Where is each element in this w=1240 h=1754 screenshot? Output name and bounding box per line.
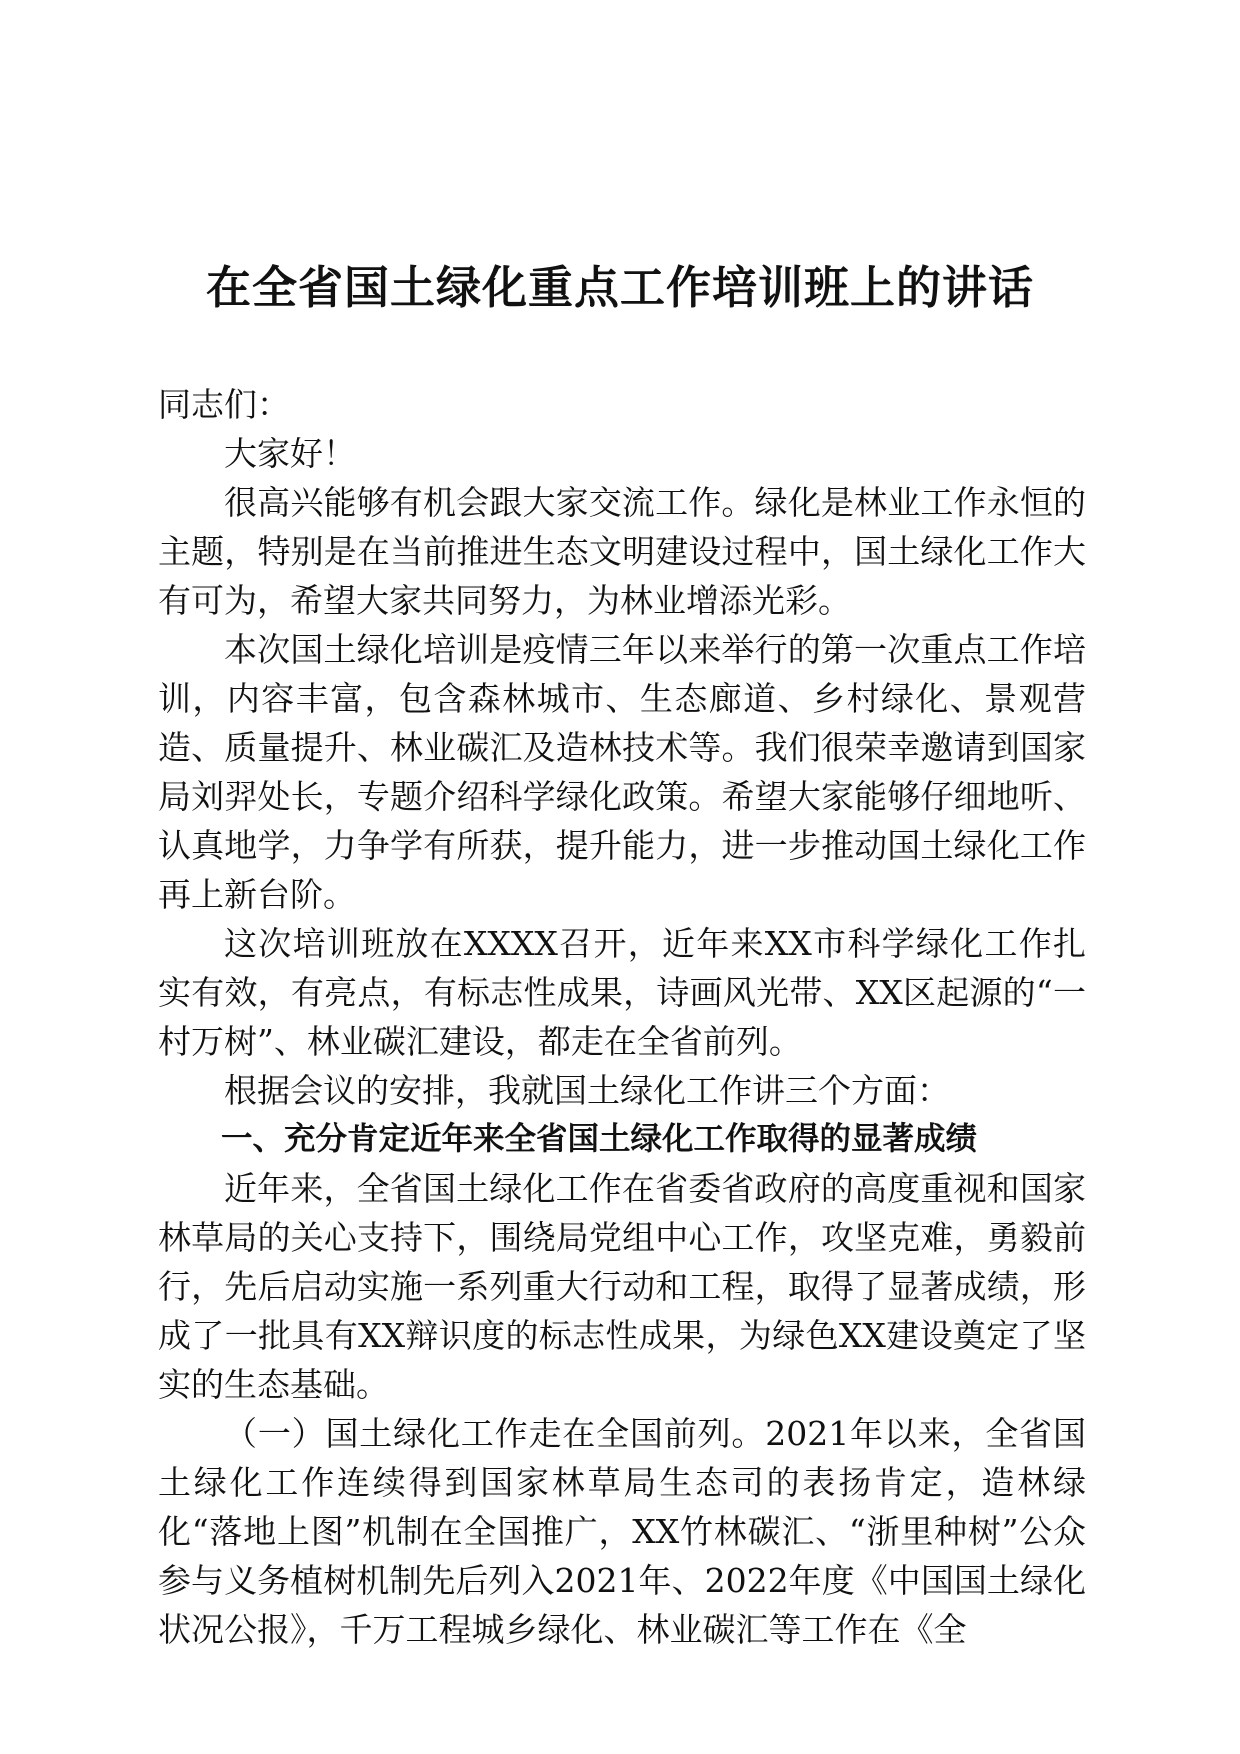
section-1-heading: 一、充分肯定近年来全省国土绿化工作取得的显著成绩 — [221, 1121, 978, 1157]
document-body — [158, 380, 1086, 1654]
paragraph-intro: 很高兴能够有机会跟大家交流工作。绿化是林业工作永恒的主题，特别是在当前推进生态文明建设过程中，国土绿化工作大有可为，希望大家共同努力，为林业增添光彩。 — [158, 483, 1086, 620]
salutation: 同志们： — [158, 385, 290, 424]
section-1-paragraph: 近年来，全省国土绿化工作在省委省政府的高度重视和国家林草局的关心支持下，围绕局党组中心工作，攻坚克难，勇毅前行，先后启动实施一系列重大行动和工程，取得了显著成绩，形成了一批具有XX辩识度的标志性成果，为绿色XX建设奠定了坚实的生态基础。 — [158, 1169, 1086, 1404]
paragraph-venue: 这次培训班放在XXXX召开，近年来XX市科学绿化工作扎实有效，有亮点，有标志性成果，诗画风光带、XX区起源的“一村万树”、林业碳汇建设，都走在全省前列。 — [158, 924, 1086, 1061]
paragraph-agenda: 根据会议的安排，我就国土绿化工作讲三个方面： — [224, 1071, 950, 1110]
paragraph-training: 本次国土绿化培训是疫情三年以来举行的第一次重点工作培训，内容丰富，包含森林城市、生态廊道、乡村绿化、景观营造、质量提升、林业碳汇及造林技术等。我们很荣幸邀请到国家局刘羿处长，专题介绍科学绿化政策。希望大家能够仔细地听、认真地学，力争学有所获，提升能力，进一步推动国土绿化工作再上新台阶。 — [158, 630, 1086, 914]
section-1-subsection-1: （一）国土绿化工作走在全国前列。2021年以来，全省国土绿化工作连续得到国家林草局生态司的表扬肯定，造林绿化“落地上图”机制在全国推广，XX竹林碳汇、“浙里种树”公众参与义务植树机制先后列入2021年、2022年度《中国国土绿化状况公报》，千万工程城乡绿化、林业碳汇等工作在《全 — [158, 1414, 1086, 1649]
greeting: 大家好！ — [224, 434, 356, 473]
document-title: 在全省国土绿化重点工作培训班上的讲话 — [205, 261, 1034, 314]
